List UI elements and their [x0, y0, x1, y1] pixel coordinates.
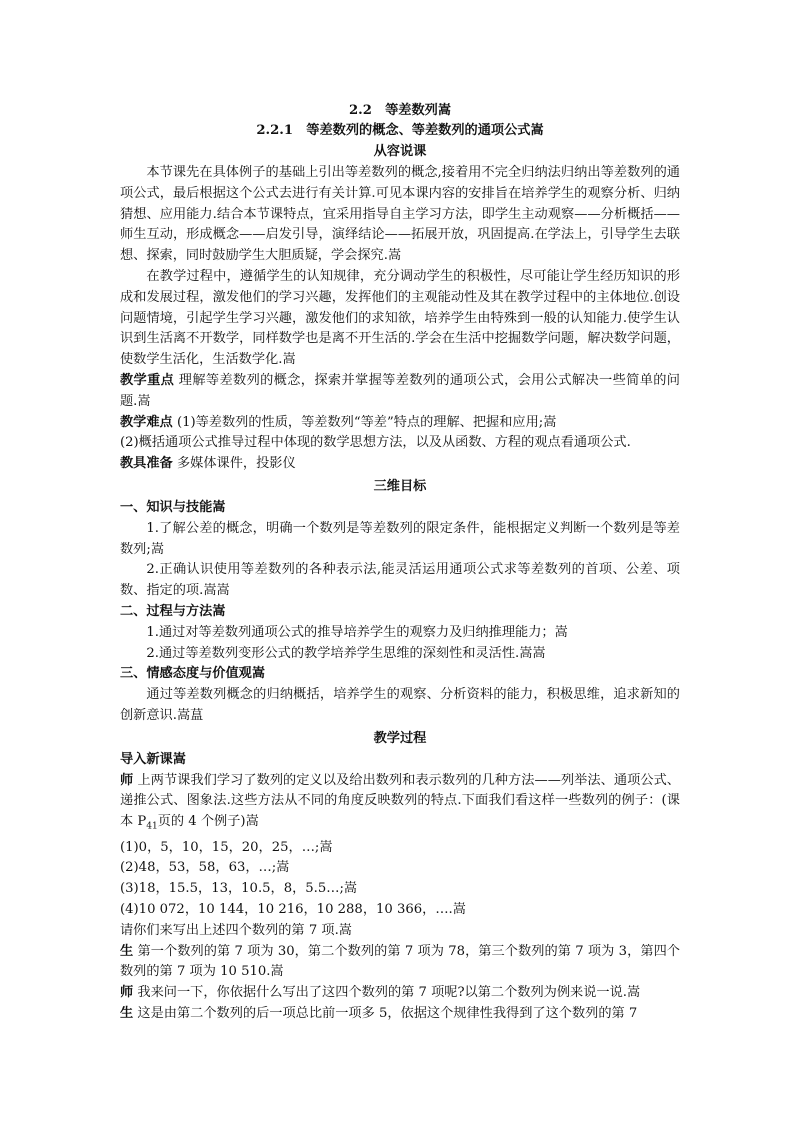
process-heading: 教学过程 — [373, 730, 427, 746]
document-page — [120, 101, 680, 1025]
teaching-aids-label: 教具准备 — [120, 456, 173, 472]
difficulties — [120, 413, 680, 434]
key-points — [120, 371, 680, 413]
intro-paragraph-1: 本节课先在具体例子的基础上引出等差数列的概念,接着用不完全归纳法归纳出等差数列的通项公式，最后根据这个公式去进行有关计算.可见本课内容的安排旨在培养学生的观察分析、归纳猜想、应用能力.结合本节课特点，宜采用指导自主学习方法，即学生主动观察——分析概括——师生互动，形成概念——启发引导，演绎结论——拓展开放，巩固提高.在学法上，引导学生去联想、探索，同时鼓励学生大胆质疑，学会探究.嵩 — [120, 165, 680, 264]
section-title: 2.2 等差数列嵩 — [348, 103, 452, 118]
student-label: 生 — [120, 1005, 134, 1021]
student-label: 生 — [120, 943, 134, 959]
goal-2-item-2: 2.通过等差数列变形公式的教学培养学生思维的深刻性和灵活性.嵩嵩 — [146, 645, 546, 661]
student-text: 这是由第二个数列的后一项总比前一项多 5，依据这个规律性我得到了这个数列的第 7 — [133, 1005, 638, 1021]
sequence-1: (1)0，5，10，15，20，25，…;嵩 — [120, 839, 333, 855]
difficulties-2: (2)概括通项公式推导过程中体现的数学思想方法，以及从函数、方程的观点看通项公式. — [120, 435, 631, 451]
teacher-label: 师 — [120, 985, 134, 1001]
goal-2-item-1: 1.通过对等差数列通项公式的推导培养学生的观察力及归纳推理能力；嵩 — [146, 624, 568, 640]
goal-2-heading: 二、过程与方法嵩 — [120, 603, 226, 619]
difficulties-text: (1)等差数列的性质，等差数列“等差”特点的理解、把握和应用;嵩 — [172, 414, 557, 430]
teacher-text-2: 页的 4 个例子)嵩 — [157, 814, 259, 830]
student-line-2 — [120, 1004, 680, 1025]
teacher-text: 上两节课我们学习了数列的定义以及给出数列和表示数列的几种方法——列举法、通项公式、递推公式、图象法.这些方法从不同的角度反映数列的特点.下面我们看这样一些数列的例子：(课本 P — [120, 772, 680, 830]
teacher-label: 师 — [120, 772, 134, 788]
teacher-line-2 — [120, 983, 680, 1004]
teaching-aids-text: 多媒体课件，投影仪 — [172, 456, 296, 472]
sequence-3: (3)18，15.5，13，10.5，8，5.5…;嵩 — [120, 881, 358, 897]
key-points-label: 教学重点 — [120, 372, 175, 388]
page-subscript: 41 — [146, 821, 158, 832]
goals-heading: 三维目标 — [373, 478, 427, 494]
teacher-line-1 — [120, 771, 680, 838]
student-line-1 — [120, 942, 680, 984]
goal-3-item-1: 通过等差数列概念的归纳概括，培养学生的观察、分析资料的能力，积极思维，追求新知的创新意识.嵩蒀 — [120, 687, 680, 723]
intro-heading: 从容说课 — [373, 144, 427, 159]
sequence-2: (2)48，53，58，63，…;嵩 — [120, 860, 290, 876]
difficulties-label: 教学难点 — [120, 414, 173, 430]
goal-1-item-2: 2.正确认识使用等差数列的各种表示法,能灵活运用通项公式求等差数列的首项、公差、项数、指定的项.嵩嵩 — [120, 562, 680, 599]
teacher-text: 我来问一下，你依据什么写出了这四个数列的第 7 项呢?以第二个数列为例来说一说.嵩 — [133, 985, 641, 1001]
key-points-text: 理解等差数列的概念，探索并掌握等差数列的通项公式，会用公式解决一些简单的问题.嵩 — [120, 372, 680, 409]
intro-paragraph-2: 在教学过程中，遵循学生的认知规律，充分调动学生的积极性，尽可能让学生经历知识的形成和发展过程，激发他们的学习兴趣，发挥他们的主观能动性及其在教学过程中的主体地位.创设问题情境，引起学生学习兴趣，激发他们的求知欲，培养学生由特殊到一般的认知能力.使学生认识到生活离不开数学，同样数学也是离不开生活的.学会在生活中挖掘数学问题，解决数学问题，使数学生活化，生活数学化.嵩 — [120, 268, 680, 368]
subsection-title: 2.2.1 等差数列的概念、等差数列的通项公式嵩 — [256, 123, 544, 138]
ask-line: 请你们来写出上述四个数列的第 7 项.嵩 — [120, 922, 352, 938]
intro-new-heading: 导入新课嵩 — [120, 751, 186, 767]
goal-3-heading: 三、情感态度与价值观嵩 — [120, 666, 266, 682]
goal-1-heading: 一、知识与技能嵩 — [120, 499, 226, 515]
student-text: 第一个数列的第 7 项为 30，第二个数列的第 7 项为 78，第三个数列的第 7 项为 3，第四个数列的第 7 项为 10 510.嵩 — [120, 943, 680, 980]
goal-1-item-1: 1.了解公差的概念，明确一个数列是等差数列的限定条件，能根据定义判断一个数列是等差数列;嵩 — [120, 520, 680, 557]
sequence-4: (4)10 072，10 144，10 216，10 288，10 366，….嵩 — [120, 901, 466, 917]
teaching-aids — [120, 454, 680, 475]
